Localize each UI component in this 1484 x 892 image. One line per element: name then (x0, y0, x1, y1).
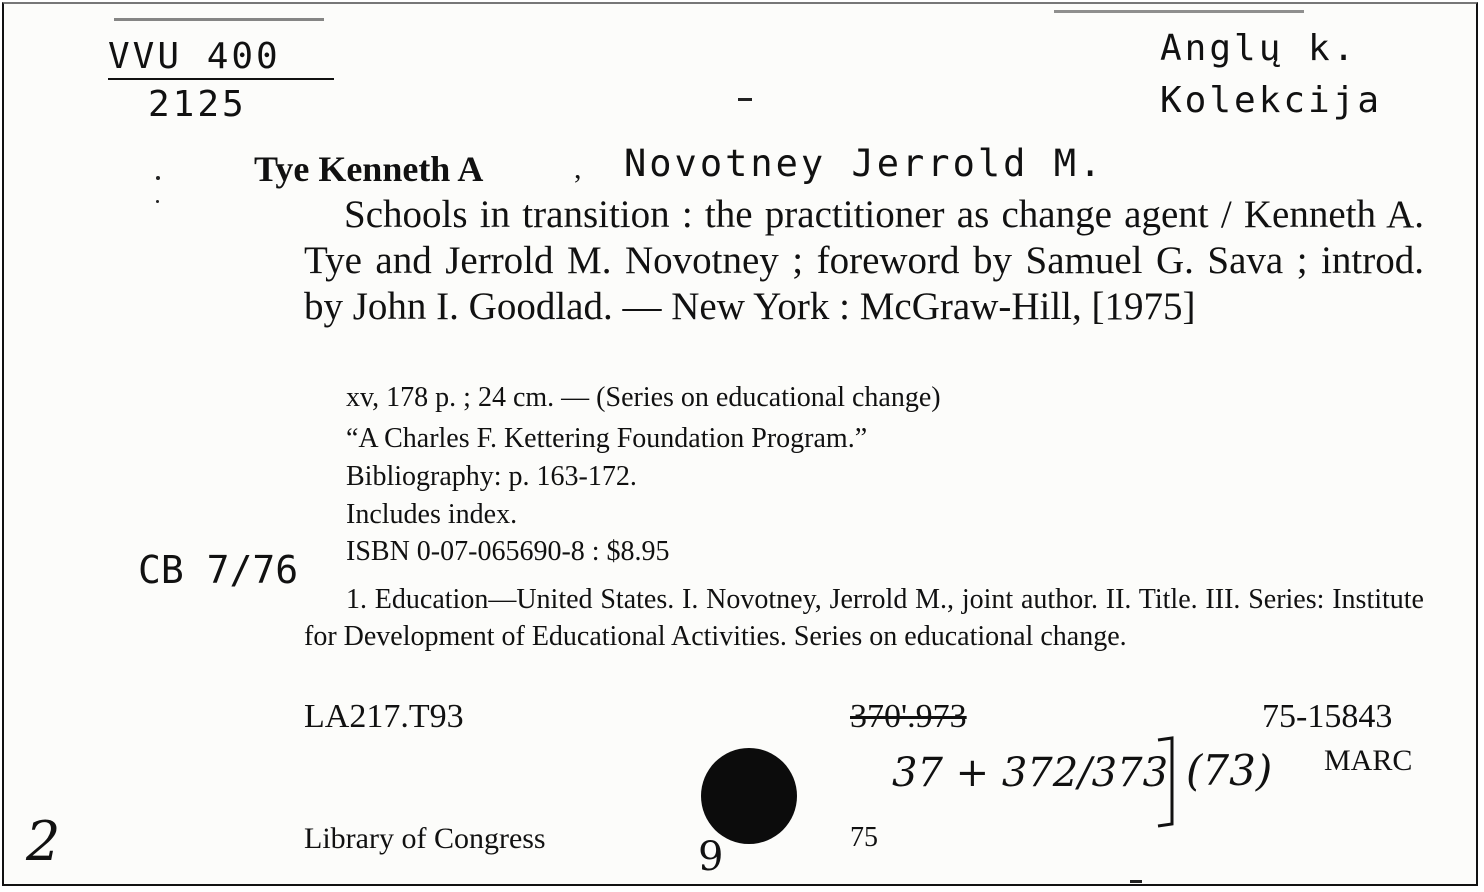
physical-description-note: xv, 178 p. ; 24 cm. — (Series on educational change) (346, 382, 941, 413)
catalog-card (2, 2, 1478, 886)
page-number: 9 (698, 834, 724, 880)
library-of-congress: Library of Congress (304, 822, 546, 855)
punched-hole (701, 748, 797, 844)
scan-artifact (738, 98, 752, 101)
bibliography-note: Bibliography: p. 163-172. (346, 461, 637, 492)
margin-note: CB 7/76 (138, 548, 299, 592)
added-author: Novotney Jerrold M. (624, 142, 1105, 185)
marc-label: MARC (1324, 744, 1413, 777)
lc-card-number: 75-15843 (1262, 698, 1393, 735)
print-code: 75 (850, 822, 878, 853)
program-note: “A Charles F. Kettering Foundation Program.” (346, 423, 868, 454)
collection-label: Kolekcija (1160, 80, 1383, 121)
handwritten-mark: 2 (26, 810, 61, 873)
main-entry-author: Tye Kenneth A (254, 149, 484, 189)
dewey-number-struck: 370'.973 (850, 698, 967, 735)
scan-artifact (1054, 10, 1304, 13)
stamp-accession-number: 2125 (148, 84, 247, 125)
index-note: Includes index. (346, 499, 518, 530)
isbn-note: ISBN 0-07-065690-8 : $8.95 (346, 536, 670, 567)
collection-language: Anglų k. (1160, 28, 1358, 69)
scan-artifact (114, 18, 324, 21)
subject-tracings: 1. Education—United States. I. Novotney, Jerrold M., joint author. II. Title. III. Series: Institute for Development of Educational Activities. Series on educational change. (304, 584, 1424, 652)
scan-artifact (156, 200, 159, 203)
handwritten-classification: 37 + 372/373 (892, 750, 1169, 796)
handwritten-extra-class: (73) (1186, 746, 1273, 795)
handwritten-bracket (1154, 736, 1178, 828)
lc-call-number: LA217.T93 (304, 698, 464, 735)
stamp-call-number: VVU 400 (108, 36, 281, 77)
scan-artifact (1130, 880, 1142, 883)
title-statement: Schools in transition : the practitioner as change agent / Kenneth A. Tye and Jerrold M. Novotney ; foreword by Samuel G. Sava ; introd. by John I. Goodlad. — New York : McGraw-Hill, [1975] (304, 193, 1424, 328)
scan-artifact (156, 176, 160, 180)
heading-separator: , (574, 152, 582, 185)
stamp-underline (108, 78, 334, 80)
